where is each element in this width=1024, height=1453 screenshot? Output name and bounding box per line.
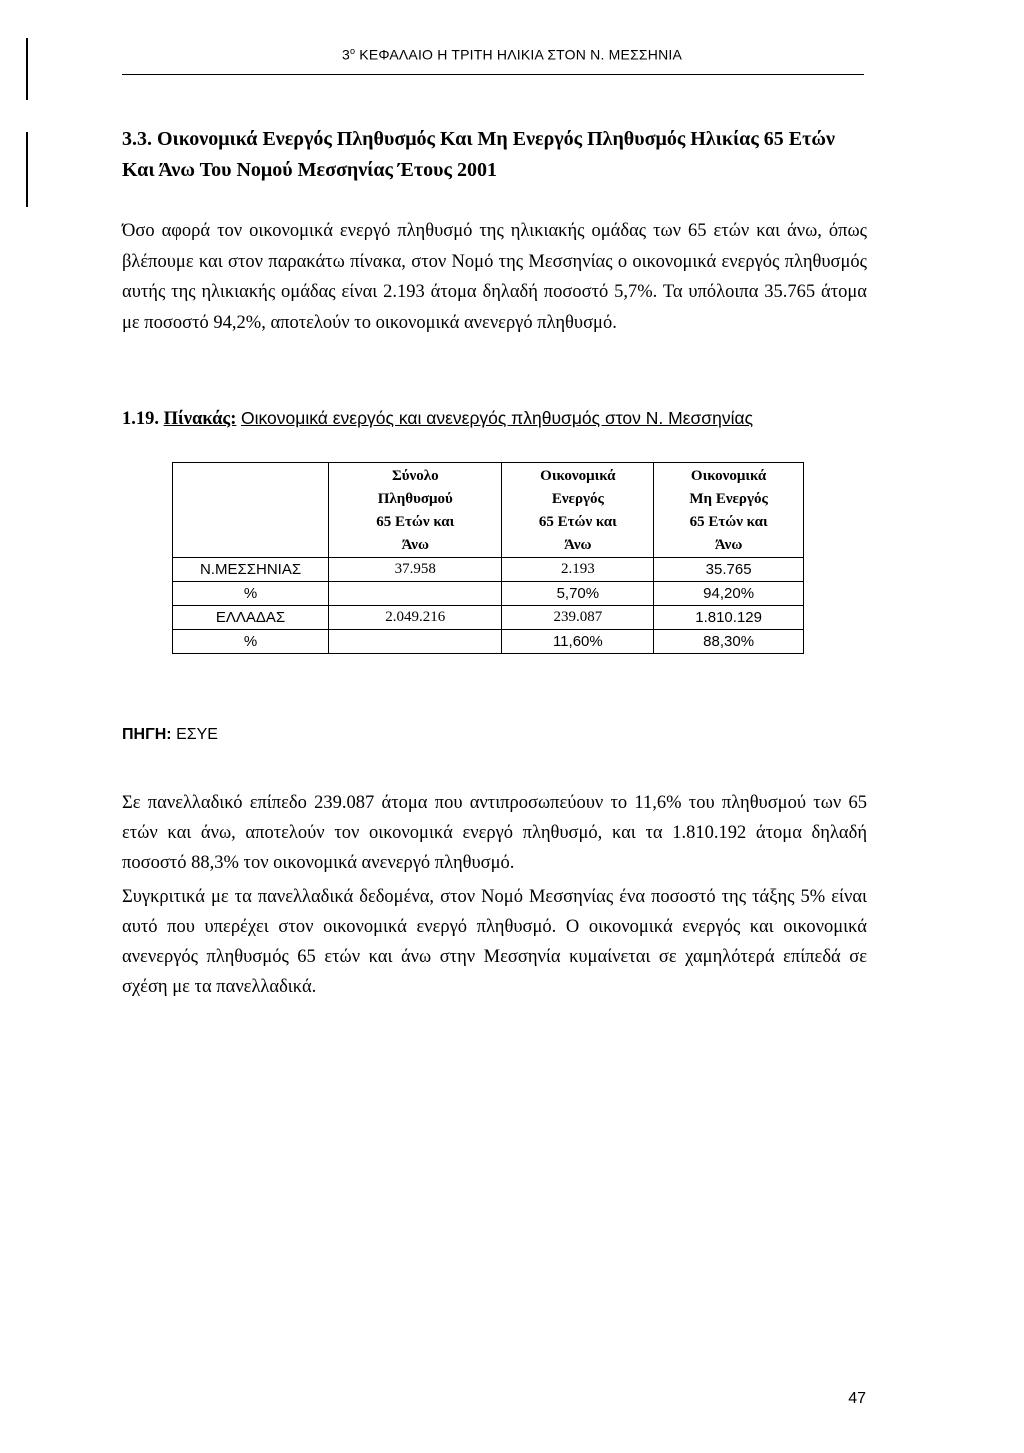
header-total-line: 65 Ετών και [376, 514, 455, 530]
header-total-line: Σύνολο [391, 468, 439, 484]
header-active-line: Άνω [564, 537, 592, 553]
cell-active: 5,70% [502, 582, 654, 606]
cell-active: 2.193 [502, 558, 654, 582]
cell-active: 239.087 [502, 606, 654, 630]
source-value: ΕΣΥΕ [176, 726, 218, 743]
header-active [502, 463, 654, 558]
table-caption-text: Οικονομικά ενεργός και ανενεργός πληθυσμός στον Ν. Μεσσηνίας [241, 408, 754, 428]
header-active-line: 65 Ετών και [538, 514, 617, 530]
economic-activity-table [172, 462, 804, 654]
cell-total: 2.049.216 [329, 606, 502, 630]
header-active-line: Οικονομικά [540, 468, 616, 484]
row-label: % [173, 630, 329, 654]
header-inactive-line: Οικονομικά [690, 468, 767, 484]
cell-inactive: 1.810.129 [654, 606, 804, 630]
table-row [173, 630, 804, 654]
header-total-line: Πληθυσμού [377, 491, 453, 507]
cell-total: 37.958 [329, 558, 502, 582]
national-paragraph: Σε πανελλαδικό επίπεδο 239.087 άτομα που αντιπροσωπεύουν το 11,6% του πληθυσμού των 65 ετών και άνω, αποτελούν τον οικονομικά ενεργό πληθυσμό, και τα 1.810.192 άτομα δηλαδή ποσοστό 88,3% τον οικονομικά ανενεργό πληθυσμό. [122, 793, 867, 873]
chapter-number: 3 [341, 46, 350, 63]
section-title: 3.3. Οικονομικά Ενεργός Πληθυσμός Και Μη Ενεργός Πληθυσμός Ηλικίας 65 Ετών Και Άνω Του Νομού Μεσσηνίας Έτους 2001 [122, 128, 835, 181]
header-total-line: Άνω [401, 537, 429, 553]
page-number: 47 [848, 1390, 866, 1407]
margin-bar-bottom [26, 132, 28, 207]
running-title: ΚΕΦΑΛΑΙΟ Η ΤΡΙΤΗ ΗΛΙΚΙΑ ΣΤΟΝ Ν. ΜΕΣΣΗΝΙΑ [359, 46, 683, 63]
table-source [122, 726, 218, 744]
header-inactive [654, 463, 804, 558]
comparison-paragraph: Συγκριτικά με τα πανελλαδικά δεδομένα, στον Νομό Μεσσηνίας ένα ποσοστό της τάξης 5% είναι αυτό που υπερέχει στον οικονομικά ενεργό πληθυσμό. Ο οικονομικά ενεργός και οικονομικά ανενεργός πληθυσμός 65 ετών και άνω στην Μεσσηνία κυμαίνεται σε χαμηλότερά επίπεδά σε σχέση με τα πανελλαδικά. [122, 887, 867, 997]
header-inactive-line: Άνω [714, 537, 743, 553]
table-row [173, 582, 804, 606]
header-rule [122, 74, 864, 75]
header-active-line: Ενεργός [551, 491, 604, 507]
header-inactive-line: Μη Ενεργός [689, 491, 768, 507]
header-inactive-line: 65 Ετών και [689, 514, 768, 530]
row-label: Ν.ΜΕΣΣΗΝΙΑΣ [173, 558, 329, 582]
cell-inactive: 88,30% [654, 630, 804, 654]
cell-inactive: 35.765 [654, 558, 804, 582]
table-row [173, 606, 804, 630]
header-blank-cell [173, 463, 329, 558]
header-total [329, 463, 502, 558]
row-label: ΕΛΛΑΔΑΣ [173, 606, 329, 630]
running-header [0, 46, 1024, 63]
cell-active: 11,60% [502, 630, 654, 654]
table-header-row [173, 463, 804, 558]
intro-paragraph: Όσο αφορά τον οικονομικά ενεργό πληθυσμό της ηλικιακής ομάδας των 65 ετών και άνω, όπως βλέπουμε και στον παρακάτω πίνακα, στον Νομό της Μεσσηνίας ο οικονομικά ενεργός πληθυσμός αυτής της ηλικιακής ομάδας είναι 2.193 άτομα δηλαδή ποσοστό 5,7%. Τα υπόλοιπα 35.765 άτομα με ποσοστό 94,2%, αποτελούν το οικονομικά ανενεργό πληθυσμό. [122, 221, 867, 333]
cell-total [329, 582, 502, 606]
source-label: ΠΗΓΗ: [122, 726, 172, 743]
table-row [173, 558, 804, 582]
table-caption-number: 1.19. [122, 409, 159, 429]
table-caption [122, 408, 882, 430]
cell-total [329, 630, 502, 654]
table-caption-label: Πίνακάς: [163, 409, 237, 429]
cell-inactive: 94,20% [654, 582, 804, 606]
row-label: % [173, 582, 329, 606]
chapter-superscript: ο [349, 46, 356, 56]
